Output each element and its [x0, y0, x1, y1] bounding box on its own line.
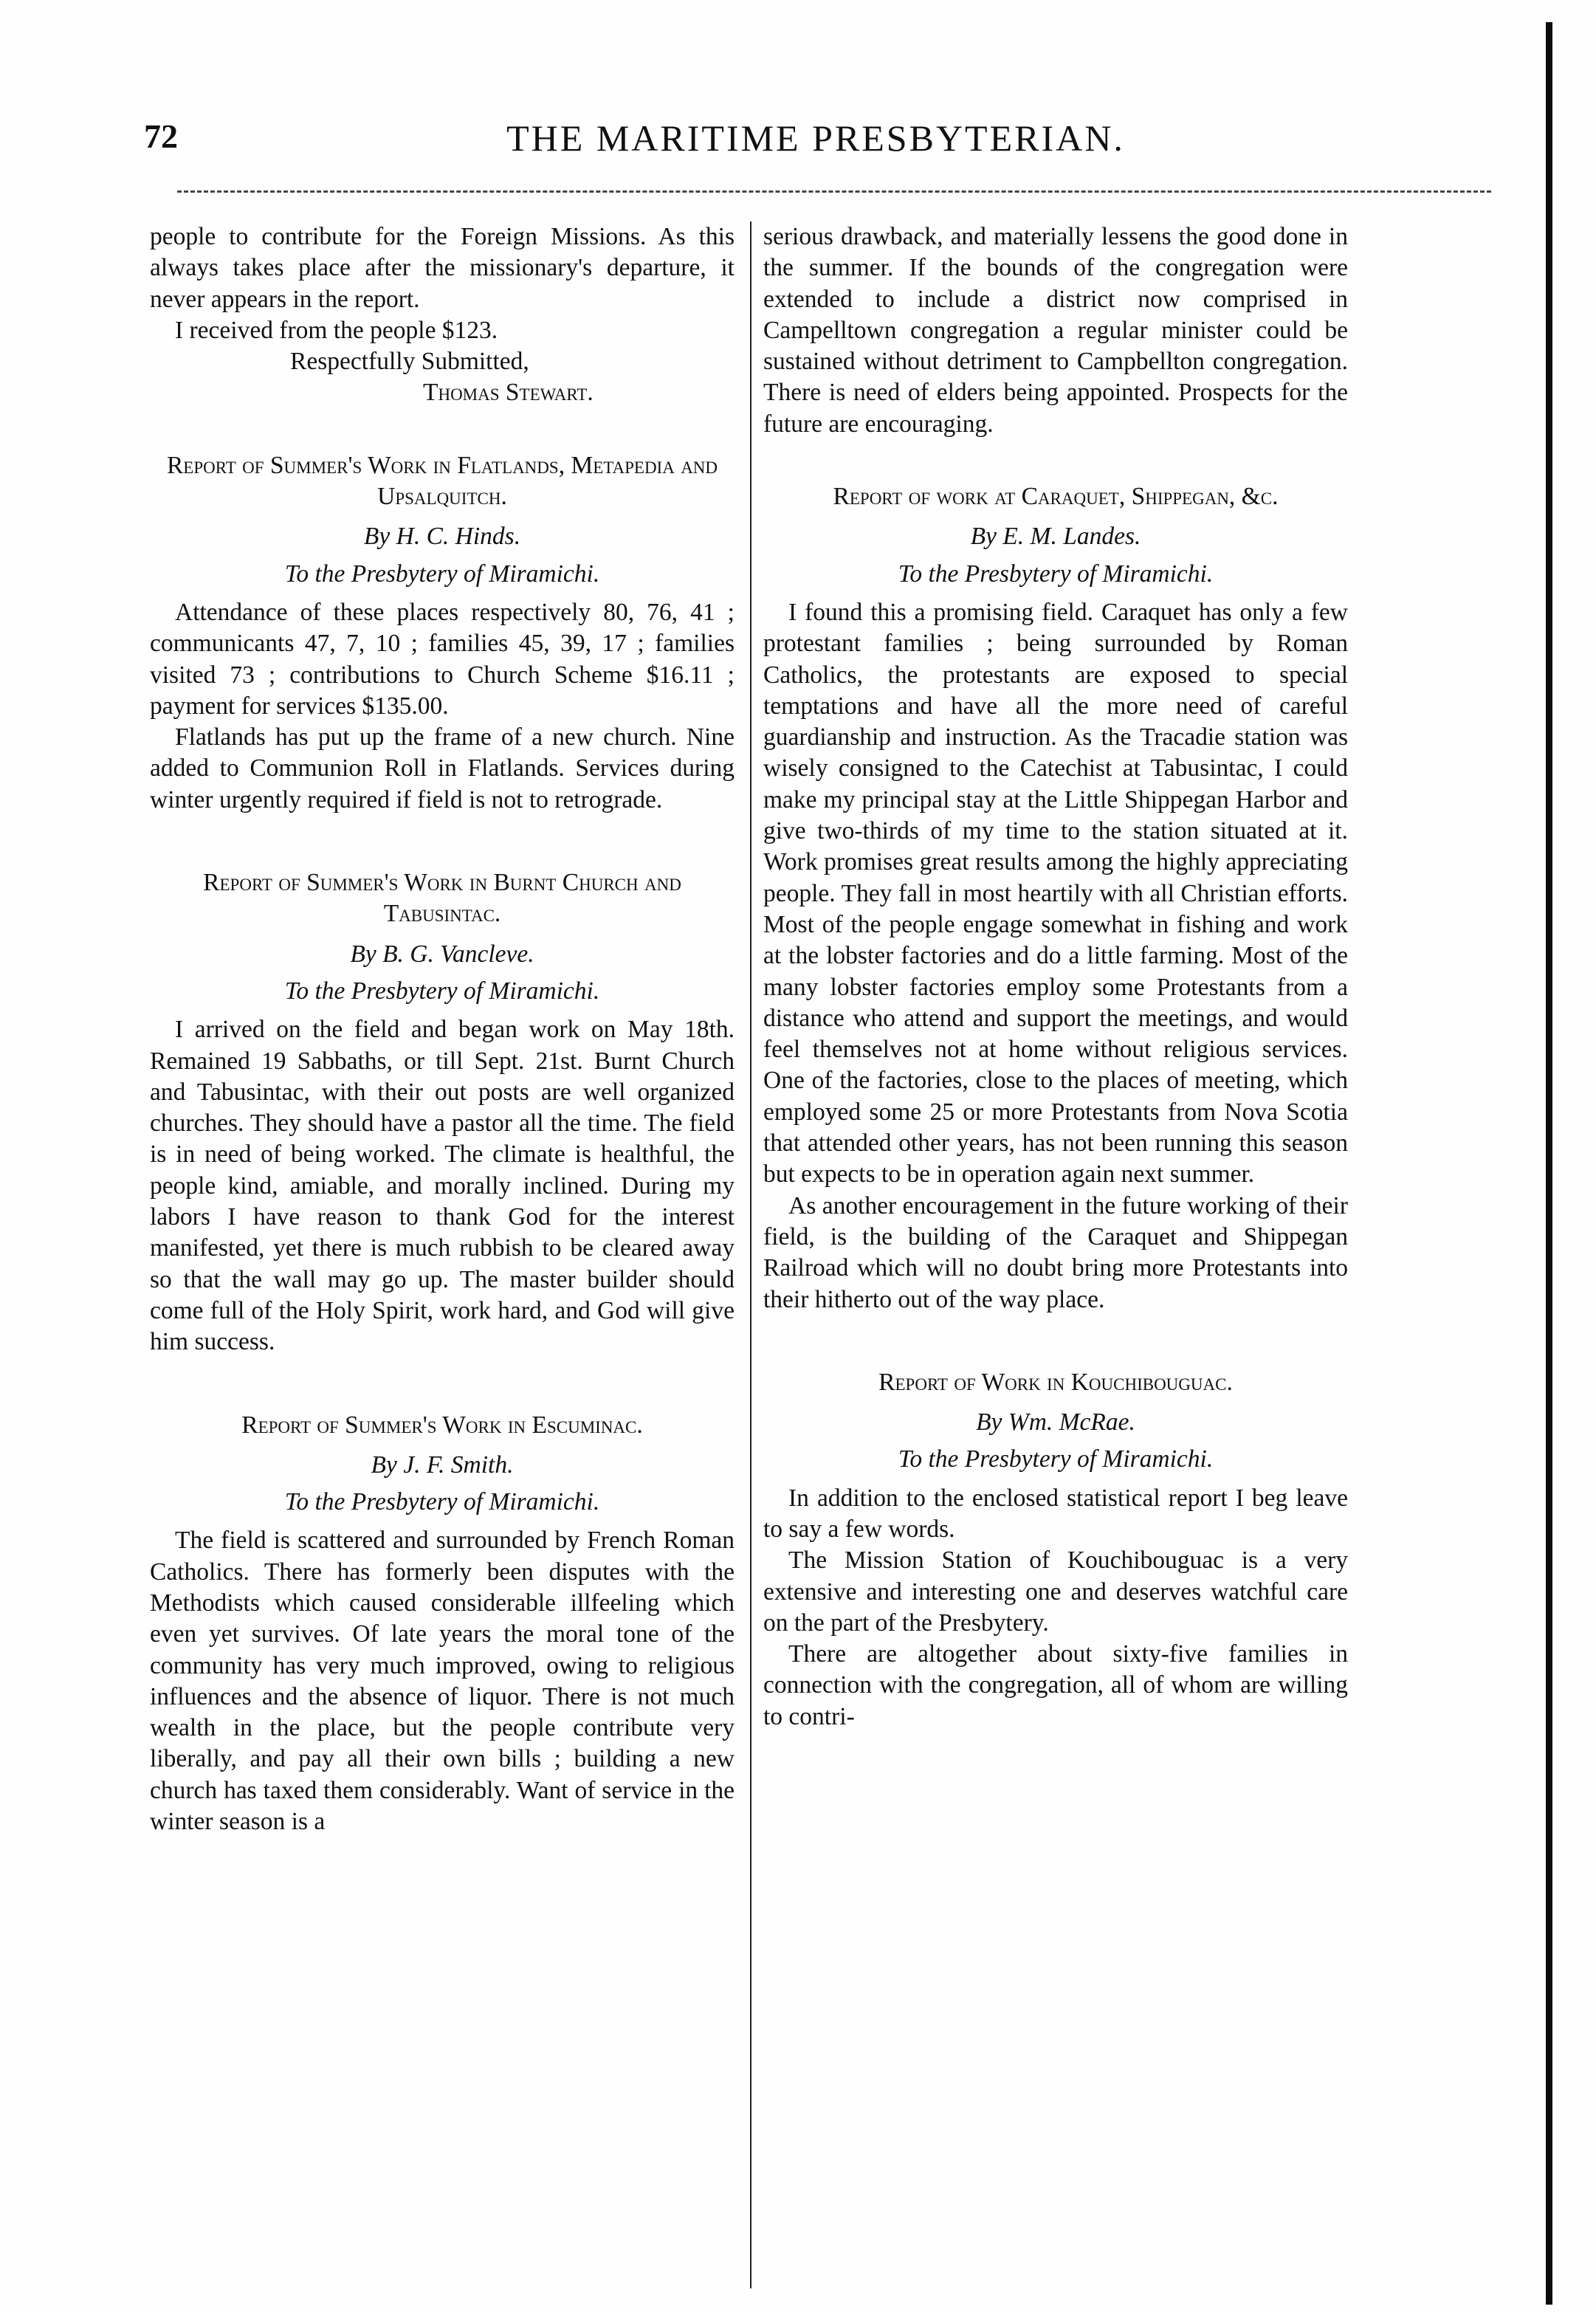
report-heading-flatlands: Report of Summer's Work in Flatlands, Metapedia and Upsalquitch.	[166, 451, 718, 511]
addressee-line: To the Presbytery of Miramichi.	[284, 977, 600, 1005]
right-column	[763, 221, 1348, 1733]
page-edge-rule	[1546, 22, 1552, 2305]
addressee-line: To the Presbytery of Miramichi.	[898, 560, 1214, 588]
report-paragraph: There are altogether about sixty-five families in connection with the congregation, all of whom are willing to contri-	[763, 1640, 1348, 1730]
report-paragraph: The field is scattered and surrounded by French Roman Catholics. There has formerly been disputes with the Methodists which caused considerable illfeeling which even yet survives. Of late years the moral tone of the community has very much improved, owing to religious influences and the absence of liquor. There is not much wealth in the place, but the people contribute very liberally, and pay all their own bills ; building a new church has taxed them considerably. Want of service in the winter season is a	[150, 1527, 735, 1836]
report-heading-burnt-church: Report of Summer's Work in Burnt Church and Tabusintac.	[203, 869, 681, 928]
byline-hinds: By H. C. Hinds.	[363, 523, 521, 551]
report-paragraph: In addition to the enclosed statistical report I beg leave to say a few words.	[763, 1484, 1348, 1543]
byline-mcrae: By Wm. McRae.	[976, 1408, 1135, 1437]
report-heading-caraquet: Report of work at Caraquet, Shippegan, &c.	[833, 483, 1279, 511]
report-heading-escuminac: Report of Summer's Work in Escuminac.	[241, 1411, 643, 1439]
column-rule	[750, 221, 751, 2288]
page-number: 72	[144, 117, 178, 155]
addressee-line: To the Presbytery of Miramichi.	[284, 1488, 600, 1516]
continued-paragraph: serious drawback, and materially lessens the good done in the summer. If the bounds of the congregation were extended to include a district now comprised in Campelltown congregation a regular minister could be sustained without detriment to Campbellton congregation. There is need of elders being appointed. Prospects for the future are encouraging.	[763, 223, 1348, 438]
left-column	[150, 221, 735, 1837]
report-paragraph: Flatlands has put up the frame of a new church. Nine added to Communion Roll in Flatlands. Services during winter urgently required if field is not to retrograde.	[150, 723, 735, 813]
header-rule	[177, 190, 1491, 193]
continued-paragraph: people to contribute for the Foreign Missions. As this always takes place after the missionary's departure, it never appears in the report.	[150, 223, 735, 313]
byline-landes: By E. M. Landes.	[970, 523, 1141, 551]
addressee-line: To the Presbytery of Miramichi.	[898, 1445, 1214, 1473]
signoff-line: Respectfully Submitted,	[290, 348, 529, 376]
addressee-line: To the Presbytery of Miramichi.	[284, 560, 600, 588]
report-paragraph: I found this a promising field. Caraquet has only a few protestant families ; being surrounded by Roman Catholics, the protestants are exposed to special temptations and have all the more need of careful guardianship and instruction. As the Tracadie station was wisely consigned to the Catechist at Tabusintac, I could make my principal stay at the Little Shippegan Harbor and give two-thirds of my time to the station situated at it. Work promises great results among the highly appreciating people. They fall in most heartily with all Christian efforts. Most of the people engage somewhat in fishing and work at the lobster factories and do a little farming. Most of the many lobster factories employ some Protestants from a distance who attend and support the meetings, and would feel themselves not at home without religious services. One of the factories, close to the places of meeting, which employed some 25 or more Protestants from Nova Scotia that attended other years, has not been running this season but expects to be in operation again next summer.	[763, 598, 1348, 1188]
byline-smith: By J. F. Smith.	[371, 1451, 514, 1479]
report-paragraph: Attendance of these places respectively 80, 76, 41 ; communicants 47, 7, 10 ; families 45, 39, 17 ; families visited 73 ; contributions to Church Scheme $16.11 ; payment for services $135.00.	[150, 598, 735, 720]
report-heading-kouchibouguac: Report of Work in Kouchibouguac.	[878, 1368, 1233, 1396]
report-paragraph: The Mission Station of Kouchibouguac is a very extensive and interesting one and deserves watchful care on the part of the Presbytery.	[763, 1547, 1348, 1637]
page-title: THE MARITIME PRESBYTERIAN.	[506, 117, 1125, 159]
byline-vancleve: By B. G. Vancleve.	[350, 940, 534, 968]
signature-name: Thomas Stewart.	[423, 379, 594, 407]
report-paragraph: As another encouragement in the future working of their field, is the building of the Caraquet and Shippegan Railroad which will no doubt bring more Protestants into their hitherto out of the way place.	[763, 1191, 1348, 1313]
page-header	[144, 117, 1487, 168]
report-paragraph: I arrived on the field and began work on May 18th. Remained 19 Sabbaths, or till Sept. 21st. Burnt Church and Tabusintac, with their out posts are well organized churches. They should have a pastor all the time. The field is in need of being worked. The climate is healthful, the people kind, amiable, and morally inclined. During my labors I have reason to thank God for the interest manifested, yet there is much rubbish to be cleared away so that the wall may go up. The master builder should come full of the Holy Spirit, work hard, and God will give him success.	[150, 1016, 735, 1356]
received-paragraph: I received from the people $123.	[175, 316, 498, 344]
